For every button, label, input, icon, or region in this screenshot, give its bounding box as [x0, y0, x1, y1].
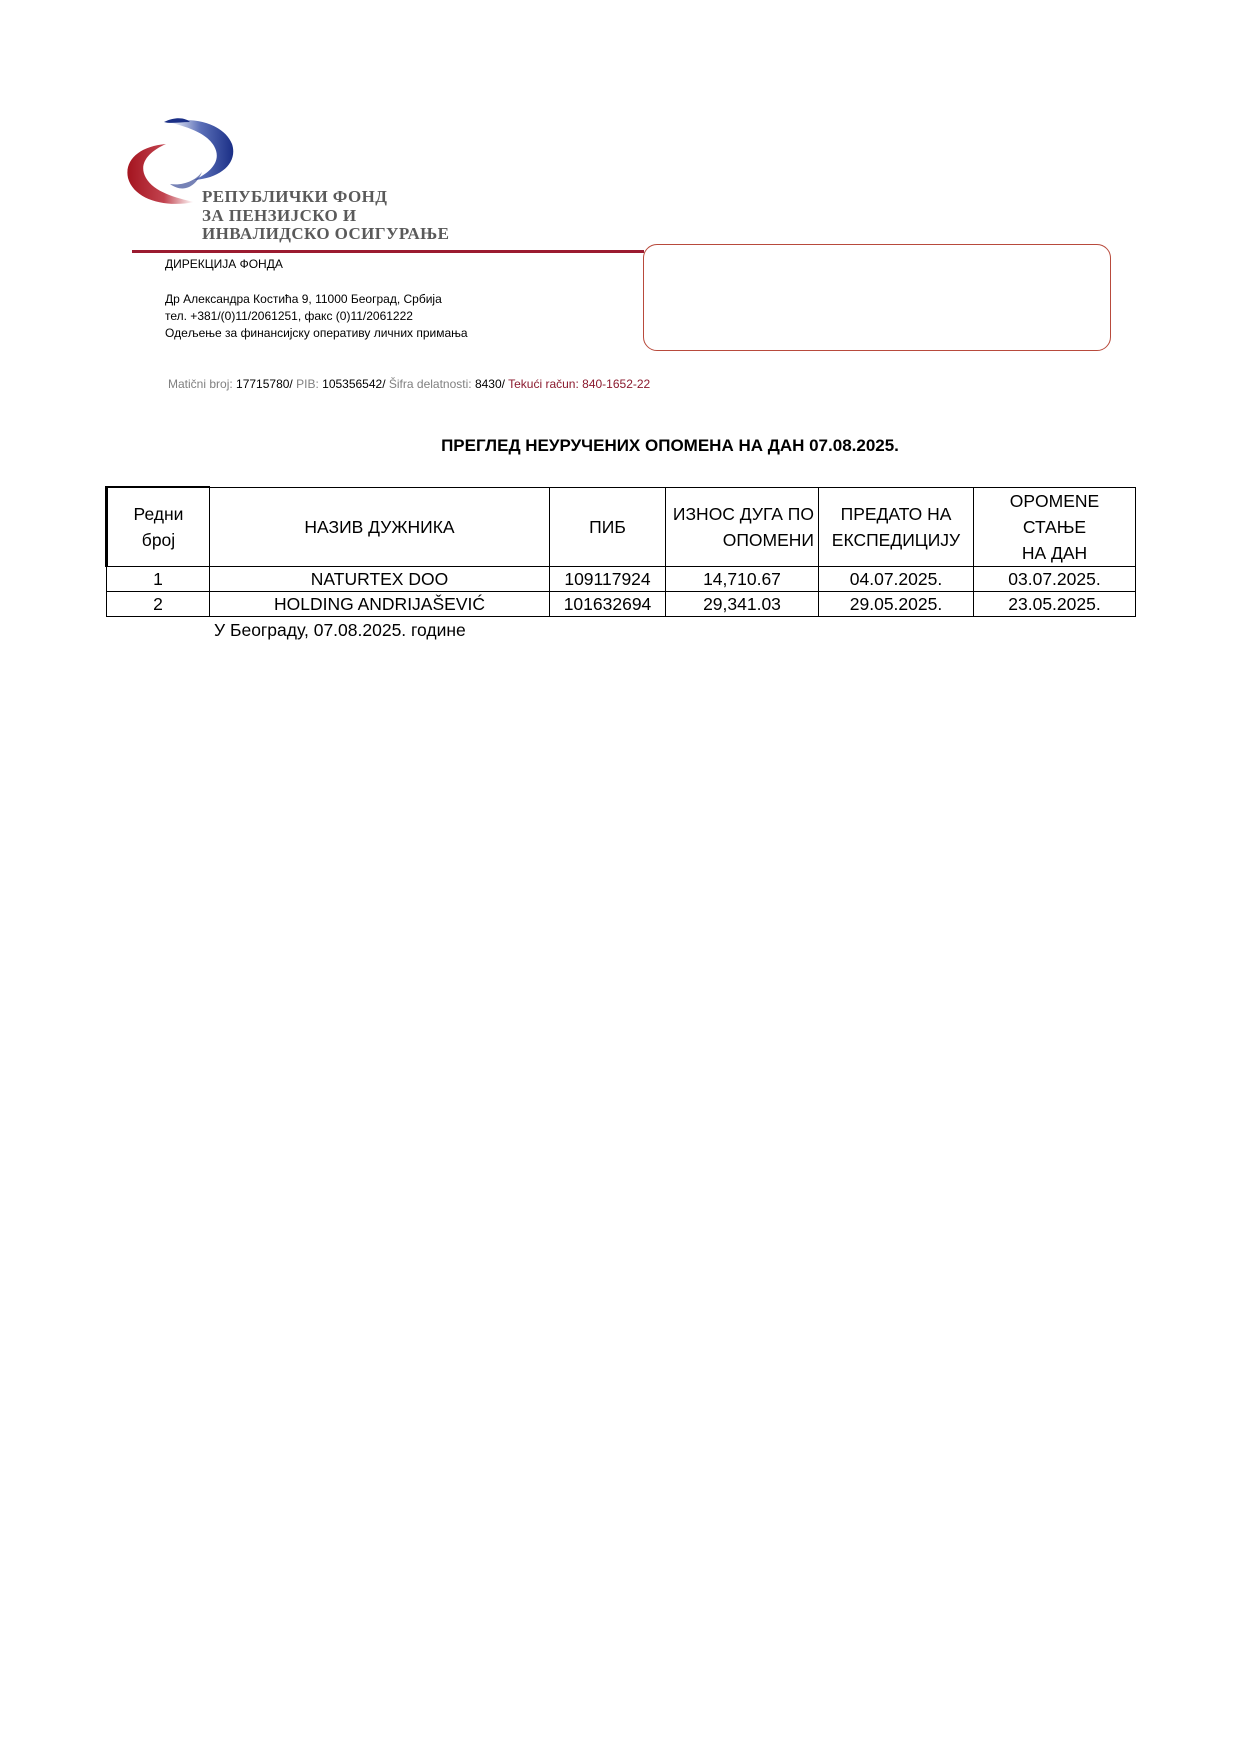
header-divider	[132, 250, 644, 253]
header-text: НА ДАН	[1021, 542, 1088, 563]
debtors-table	[105, 486, 1136, 617]
address-line: Др Александра Костића 9, 11000 Београд, Србија	[165, 292, 442, 306]
org-name-line: ИНВАЛИДСКО ОСИГУРАЊЕ	[202, 224, 450, 243]
header-text: ИЗНОС ДУГА ПО	[672, 503, 814, 524]
cell-number: 2	[107, 591, 210, 616]
header-text: ПРЕДАТО НА	[840, 503, 952, 524]
header-text: Редни	[133, 503, 184, 524]
col-header-amount	[666, 487, 819, 566]
sender-address	[165, 291, 468, 342]
cell-status-date: 23.05.2025.	[974, 591, 1136, 616]
closing-place-date: У Београду, 07.08.2025. године	[214, 620, 466, 640]
cell-number: 1	[107, 566, 210, 591]
contact-line: тел. +381/(0)11/2061251, факс (0)11/2061222	[165, 309, 413, 323]
header-text: број	[141, 529, 176, 550]
cell-name: HOLDING ANDRIJAŠEVIĆ	[210, 591, 550, 616]
header-text: ОПОМЕНИ	[722, 529, 814, 550]
pib-value: 105356542/	[322, 377, 386, 391]
pib-label: PIB:	[296, 377, 319, 391]
org-name-line: РЕПУБЛИЧКИ ФОНД	[202, 187, 388, 206]
org-name	[202, 188, 449, 244]
header-text: OPOMENE СТАЊЕ	[1009, 490, 1100, 537]
document-title: ПРЕГЛЕД НЕУРУЧЕНИХ ОПОМЕНА НА ДАН 07.08.2025.	[441, 436, 899, 455]
mb-value: 17715780/	[236, 377, 293, 391]
col-header-pib: ПИБ	[550, 487, 666, 566]
activity-code-value: 8430/	[474, 377, 505, 391]
department-line: Одељење за финансијску оперативу личних примања	[165, 326, 468, 340]
mb-label: Matični broj:	[168, 377, 233, 391]
table-header-row	[107, 487, 1136, 566]
cell-pib: 109117924	[550, 566, 666, 591]
cell-amount: 29,341.03	[666, 591, 819, 616]
org-name-line: ЗА ПЕНЗИЈСКО И	[202, 205, 357, 225]
account-value: 840-1652-22	[582, 377, 651, 391]
activity-code-label: Šifra delatnosti:	[388, 377, 472, 391]
registration-info	[168, 377, 650, 391]
cell-name: NATURTEX DOO	[210, 566, 550, 591]
account-label: Tekući račun:	[508, 377, 579, 391]
cell-amount: 14,710.67	[666, 566, 819, 591]
recipient-address-box	[643, 244, 1111, 351]
table-row	[107, 566, 1136, 591]
header-text: ЕКСПЕДИЦИЈУ	[831, 529, 961, 550]
cell-sent: 29.05.2025.	[819, 591, 974, 616]
col-header-status	[974, 487, 1136, 566]
col-header-number	[107, 487, 210, 566]
col-header-sent	[819, 487, 974, 566]
table-row	[107, 591, 1136, 616]
cell-status-date: 03.07.2025.	[974, 566, 1136, 591]
col-header-name: НАЗИВ ДУЖНИКА	[210, 487, 550, 566]
directorate-label: ДИРЕКЦИЈА ФОНДА	[165, 257, 283, 271]
cell-pib: 101632694	[550, 591, 666, 616]
cell-sent: 04.07.2025.	[819, 566, 974, 591]
